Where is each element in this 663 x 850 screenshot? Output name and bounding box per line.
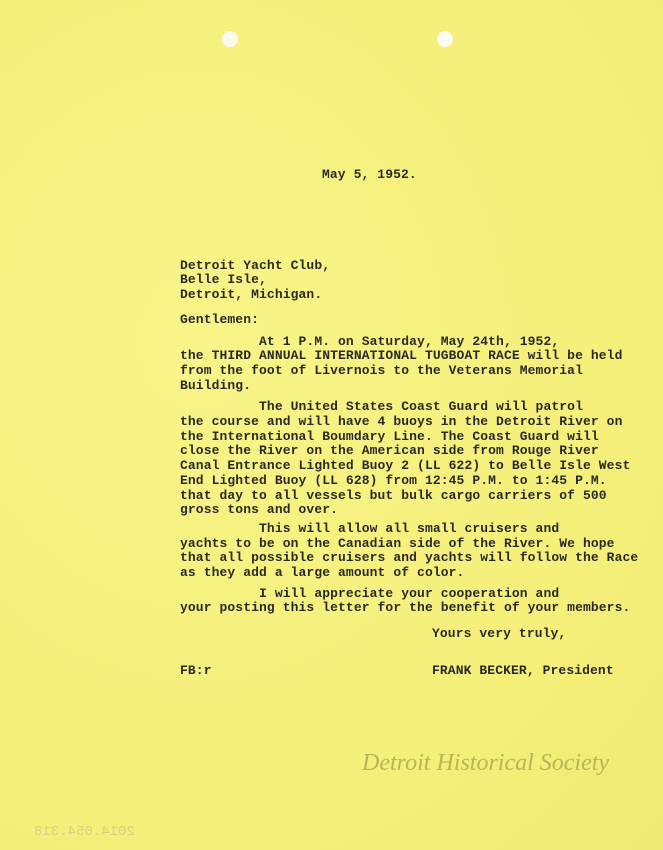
line: your posting this letter for the benefit of your members. bbox=[180, 600, 631, 616]
address-block bbox=[180, 259, 650, 303]
typist-initials: FB:r bbox=[180, 662, 212, 678]
line: the International Boumdary Line. The Coast Guard will bbox=[180, 428, 599, 444]
paragraph-2 bbox=[180, 400, 650, 518]
line: gross tons and over. bbox=[180, 502, 339, 518]
salutation: Gentlemen: bbox=[180, 311, 260, 327]
paragraph-4 bbox=[180, 587, 650, 616]
letter-date: May 5, 1952. bbox=[322, 167, 417, 182]
line: At 1 P.M. on Saturday, May 24th, 1952, bbox=[180, 333, 560, 349]
signature-row bbox=[180, 664, 650, 679]
line: the THIRD ANNUAL INTERNATIONAL TUGBOAT RACE will be held bbox=[180, 348, 623, 364]
letter-body bbox=[180, 168, 650, 679]
line: yachts to be on the Canadian side of the River. We hope bbox=[180, 535, 615, 551]
paragraph-1 bbox=[180, 335, 650, 394]
line: as they add a large amount of color. bbox=[180, 565, 465, 581]
line: I will appreciate your cooperation and bbox=[180, 585, 560, 601]
address-line: Belle Isle, bbox=[180, 272, 267, 288]
signature-block: FRANK BECKER, President bbox=[432, 662, 614, 678]
line: the course and will have 4 buoys in the Detroit River on bbox=[180, 414, 623, 430]
accession-number: 2014.054.318 bbox=[34, 824, 135, 840]
address-line: Detroit Yacht Club, bbox=[180, 257, 331, 273]
address-line: Detroit, Michigan. bbox=[180, 287, 323, 303]
punch-hole-right bbox=[437, 31, 453, 47]
line: This will allow all small cruisers and bbox=[180, 520, 560, 536]
line: The United States Coast Guard will patrol bbox=[180, 399, 583, 415]
line: Canal Entrance Lighted Buoy 2 (LL 622) to Belle Isle West bbox=[180, 458, 631, 474]
line: from the foot of Livernois to the Veterans Memorial bbox=[180, 362, 583, 378]
closing: Yours very truly, bbox=[432, 626, 567, 642]
line: End Lighted Buoy (LL 628) from 12:45 P.M. to 1:45 P.M. bbox=[180, 472, 607, 488]
line: Building. bbox=[180, 377, 252, 393]
line: close the River on the American side from Rouge River bbox=[180, 443, 599, 459]
line: that all possible cruisers and yachts will follow the Race bbox=[180, 550, 639, 566]
line: that day to all vessels but bulk cargo carriers of 500 bbox=[180, 487, 607, 503]
watermark: Detroit Historical Society bbox=[362, 750, 610, 776]
punch-hole-left bbox=[222, 31, 238, 47]
paragraph-3 bbox=[180, 522, 650, 581]
